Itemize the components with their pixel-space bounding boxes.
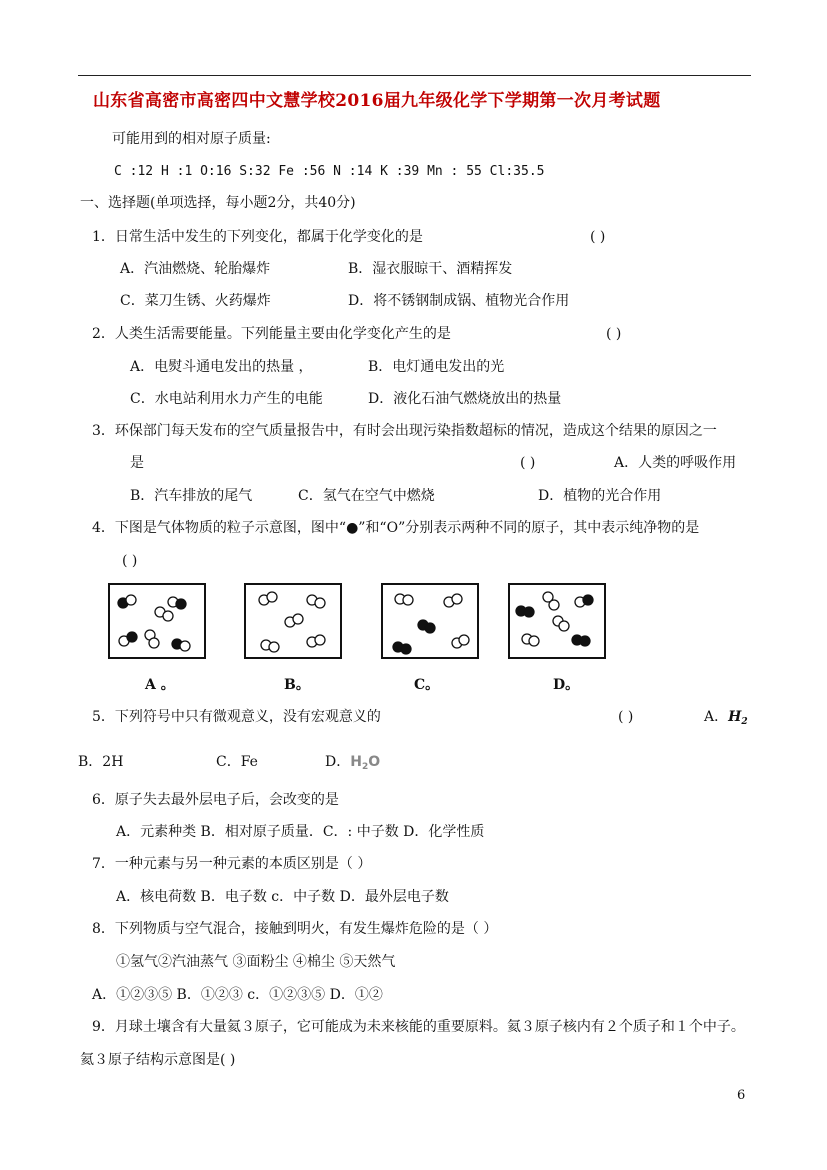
question-5-option-d [325, 753, 380, 776]
question-7-stem: 7．一种元素与另一种元素的本质区别是（ ） [92, 856, 372, 872]
question-3-option-a: A．人类的呼吸作用 [614, 455, 737, 471]
question-7-options: A．核电荷数 B．电子数 c．中子数 D．最外层电子数 [116, 889, 449, 905]
question-2-option-b: B．电灯通电发出的光 [368, 359, 505, 375]
question-4-answer-paren: ( ) [122, 553, 138, 569]
particle-diagram-c-art [383, 585, 477, 657]
question-1-stem: 1．日常生活中发生的下列变化，都属于化学变化的是 [92, 229, 423, 245]
page-title: 山东省高密市高密四中文慧学校2016届九年级化学下学期第一次月考试题 [93, 91, 661, 111]
h2-formula: $H_2$ [728, 709, 748, 727]
page-number: 6 [737, 1088, 746, 1103]
particle-diagram-b-art [246, 585, 340, 657]
particle-diagram-a-art [110, 585, 204, 657]
question-1-answer-paren: ( ) [590, 229, 606, 245]
question-1-option-d: D．将不锈钢制成锅、植物光合作用 [348, 293, 570, 309]
question-6-stem: 6．原子失去最外层电子后，会改变的是 [92, 792, 339, 808]
question-2-option-c: C．水电站利用水力产生的电能 [130, 391, 323, 407]
question-1-option-b: B．湿衣服晾干、酒精挥发 [348, 261, 513, 277]
atomic-mass-values: C :12 H :1 O:16 S:32 Fe :56 N :14 K :39 Mn : 55 Cl:35.5 [114, 164, 545, 179]
question-2-option-d: D．液化石油气燃烧放出的热量 [368, 391, 562, 407]
particle-diagram-b [244, 583, 342, 659]
question-3-answer-paren: ( ) [520, 455, 536, 471]
question-5-stem: 5．下列符号中只有微观意义，没有宏观意义的 [92, 709, 381, 725]
section-heading: 一、选择题(单项选择，每小题2分，共40分) [80, 195, 356, 211]
question-4-stem: 4．下图是气体物质的粒子示意图，图中“●”和“O”分别表示两种不同的原子，其中表示纯净物的是 [92, 520, 700, 536]
question-5-answer-paren: ( ) [618, 709, 634, 725]
question-9-stem: 9．月球土壤含有大量氦３原子，它可能成为未来核能的重要原料。氦３原子核内有２个质子和１个中子。 [92, 1019, 745, 1035]
particle-diagram-a [108, 583, 206, 659]
question-1-option-a: A．汽油燃烧、轮胎爆炸 [120, 261, 271, 277]
atomic-mass-label: 可能用到的相对原子质量: [112, 131, 271, 147]
question-5-option-d-prefix: D． [325, 754, 351, 770]
question-5-option-a [704, 708, 748, 731]
question-3-stem: 3．环保部门每天发布的空气质量报告中，有时会出现污染指数超标的情况，造成这个结果的原因之一 [92, 423, 717, 439]
diagram-label-d: D。 [553, 677, 580, 693]
question-2-stem: 2．人类生活需要能量。下列能量主要由化学变化产生的是 [92, 326, 451, 342]
question-2-answer-paren: ( ) [606, 326, 622, 342]
question-2-option-a: A．电熨斗通电发出的热量 ， [130, 359, 313, 375]
particle-diagram-d-art [510, 585, 604, 657]
question-5-option-c: C．Fe [216, 754, 258, 770]
question-6-options: A．元素种类 B．相对原子质量．C．: 中子数 D．化学性质 [116, 824, 485, 840]
question-5-option-a-prefix: A． [704, 709, 729, 725]
question-9-stem-cont: 氦３原子结构示意图是( ) [80, 1052, 236, 1068]
diagram-label-c: C。 [414, 677, 440, 693]
question-8-stem: 8．下列物质与空气混合，接触到明火，有发生爆炸危险的是（ ） [92, 921, 498, 937]
particle-diagram-d [508, 583, 606, 659]
question-3-option-c: C．氢气在空气中燃烧 [298, 488, 435, 504]
question-8-items: ①氢气②汽油蒸气 ③面粉尘 ④棉尘 ⑤天然气 [116, 954, 396, 970]
diagram-label-a: A 。 [145, 677, 175, 693]
question-1-option-c: C．菜刀生锈、火药爆炸 [120, 293, 271, 309]
question-8-options: A．①②③⑤ B．①②③ c．①②③⑤ D．①② [92, 987, 383, 1003]
question-3-option-b: B．汽车排放的尾气 [130, 488, 253, 504]
diagram-label-b: B。 [284, 677, 310, 693]
question-5-option-b: B．2H [78, 754, 124, 770]
header-rule [78, 75, 751, 76]
question-3-option-d: D．植物的光合作用 [538, 488, 662, 504]
question-3-stem-cont: 是 [130, 455, 144, 471]
particle-diagram-c [381, 583, 479, 659]
h2o-formula: $H_2O$ [350, 754, 381, 772]
